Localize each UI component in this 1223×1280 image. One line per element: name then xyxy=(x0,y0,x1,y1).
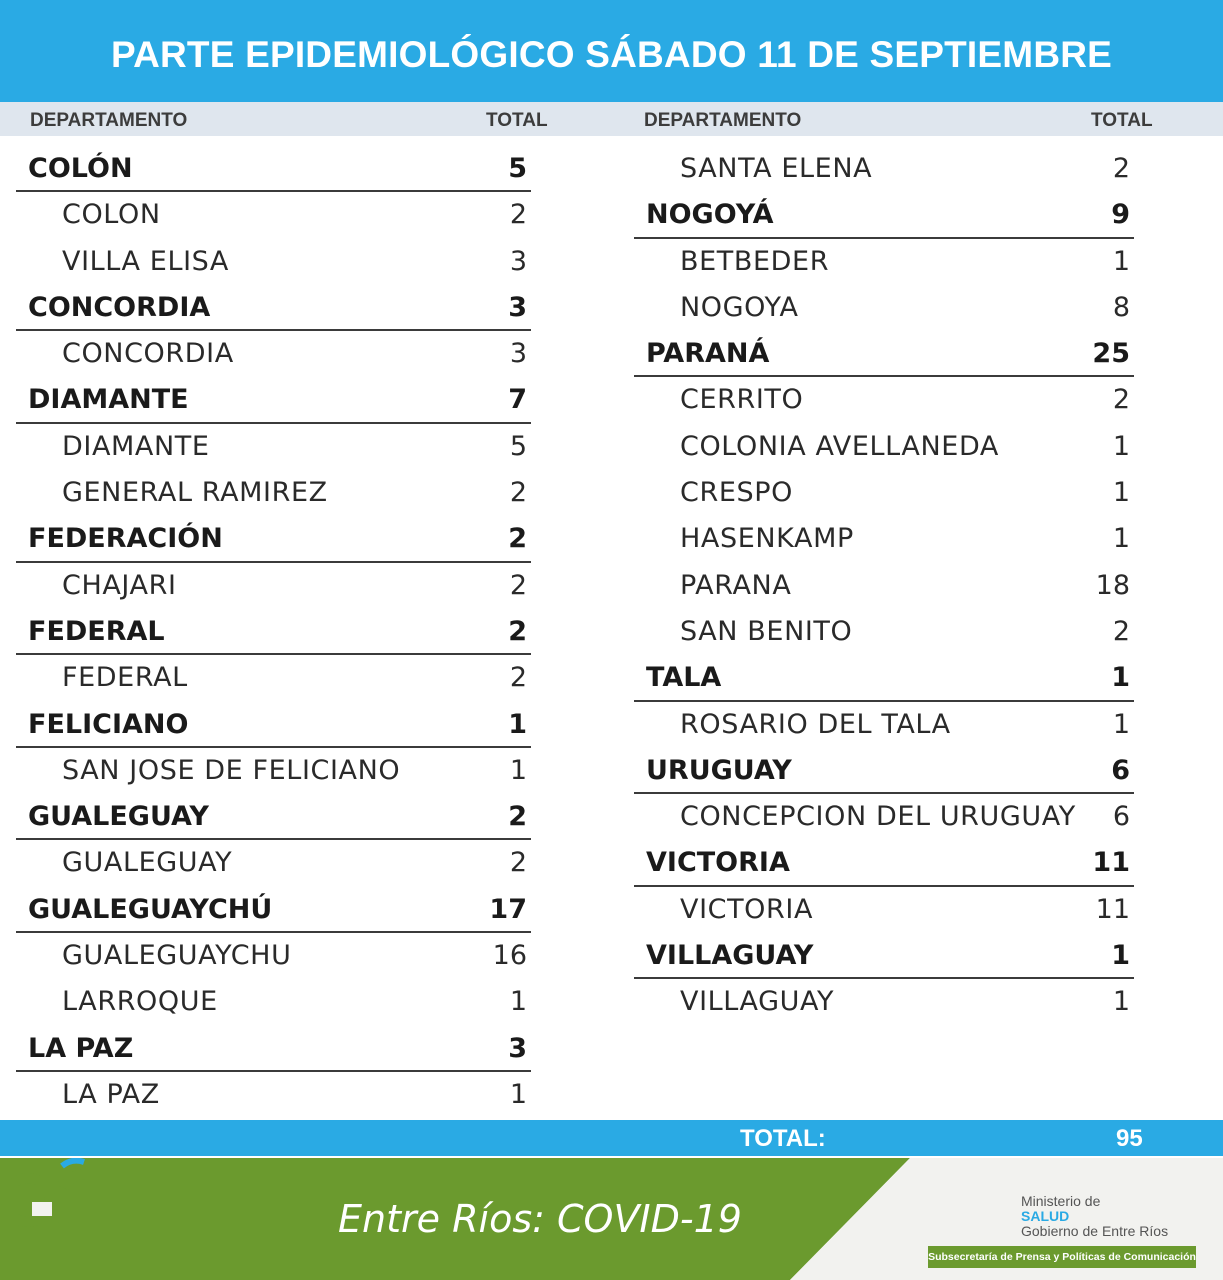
department-name: GUALEGUAY xyxy=(28,801,209,833)
department-name: FELICIANO xyxy=(28,708,189,740)
department-row xyxy=(16,794,531,840)
locality-total: 2 xyxy=(509,569,527,601)
locality-name: HASENKAMP xyxy=(680,523,854,555)
locality-total: 11 xyxy=(1095,893,1130,925)
right-column-table xyxy=(634,146,1134,1026)
locality-row xyxy=(16,840,531,886)
department-total: 25 xyxy=(1092,338,1130,370)
locality-name: NOGOYA xyxy=(680,291,799,323)
locality-name: CERRITO xyxy=(680,384,804,416)
locality-row xyxy=(634,979,1134,1025)
locality-total: 1 xyxy=(509,986,527,1018)
locality-total: 2 xyxy=(509,199,527,231)
department-total: 3 xyxy=(508,1032,527,1064)
ministry-line1: Ministerio de xyxy=(1021,1193,1101,1209)
department-name: VILLAGUAY xyxy=(646,940,814,972)
locality-total: 2 xyxy=(1112,153,1130,184)
locality-name: VILLA ELISA xyxy=(62,245,229,277)
total-value: 95 xyxy=(1116,1125,1143,1152)
header-total-right: TOTAL xyxy=(1091,110,1153,131)
locality-name: BETBEDER xyxy=(680,245,830,277)
locality-total: 1 xyxy=(1112,245,1130,277)
department-total: 5 xyxy=(508,153,527,184)
ministry-line2: SALUD xyxy=(1021,1208,1070,1224)
locality-total: 3 xyxy=(509,245,527,277)
locality-total: 2 xyxy=(1112,615,1130,647)
department-name: VICTORIA xyxy=(646,847,790,879)
department-total: 2 xyxy=(508,523,527,555)
locality-total: 2 xyxy=(1112,384,1130,416)
locality-name: GUALEGUAYCHU xyxy=(62,940,292,972)
department-name: CONCORDIA xyxy=(28,291,211,323)
left-column-table xyxy=(16,146,531,1118)
locality-row xyxy=(634,424,1134,470)
locality-total: 16 xyxy=(492,940,527,972)
department-name: COLÓN xyxy=(28,153,133,184)
ministry-label xyxy=(1021,1194,1168,1239)
locality-row xyxy=(634,609,1134,655)
locality-name: GENERAL RAMIREZ xyxy=(62,477,328,509)
department-total: 6 xyxy=(1111,754,1130,786)
header-departamento-left: DEPARTAMENTO xyxy=(30,110,188,131)
locality-row xyxy=(16,655,531,701)
locality-name: COLONIA AVELLANEDA xyxy=(680,430,999,462)
locality-total: 1 xyxy=(1112,986,1130,1018)
locality-row xyxy=(16,979,531,1025)
department-row xyxy=(634,655,1134,701)
locality-row xyxy=(16,933,531,979)
locality-name: CRESPO xyxy=(680,477,793,509)
department-total: 2 xyxy=(508,801,527,833)
department-name: PARANÁ xyxy=(646,338,770,370)
locality-total: 8 xyxy=(1112,291,1130,323)
department-row xyxy=(16,377,531,423)
locality-total: 2 xyxy=(509,847,527,879)
locality-row xyxy=(634,285,1134,331)
locality-total: 1 xyxy=(1112,523,1130,555)
department-total: 2 xyxy=(508,615,527,647)
department-name: NOGOYÁ xyxy=(646,199,774,231)
department-total: 9 xyxy=(1111,199,1130,231)
locality-row xyxy=(16,424,531,470)
locality-total: 1 xyxy=(509,754,527,786)
locality-total: 5 xyxy=(509,430,527,462)
locality-name: LA PAZ xyxy=(62,1078,160,1110)
department-row xyxy=(634,748,1134,794)
department-name: FEDERAL xyxy=(28,615,165,647)
locality-row xyxy=(634,702,1134,748)
locality-name: VILLAGUAY xyxy=(680,986,835,1018)
department-name: FEDERACIÓN xyxy=(28,523,223,555)
footer-tagline: Entre Ríos: COVID-19 xyxy=(338,1197,742,1241)
locality-row xyxy=(16,239,531,285)
department-total: 1 xyxy=(1111,662,1130,694)
locality-total: 3 xyxy=(509,338,527,370)
locality-total: 6 xyxy=(1112,801,1130,833)
department-row xyxy=(16,887,531,933)
locality-row xyxy=(634,146,1134,192)
header-departamento-right: DEPARTAMENTO xyxy=(644,110,802,131)
total-label: TOTAL: xyxy=(740,1125,826,1152)
page-title: PARTE EPIDEMIOLÓGICO SÁBADO 11 DE SEPTIEMBRE xyxy=(110,34,1113,75)
locality-name: CONCEPCION DEL URUGUAY xyxy=(680,801,1076,833)
locality-row xyxy=(16,470,531,516)
locality-total: 2 xyxy=(509,477,527,509)
department-total: 1 xyxy=(508,708,527,740)
locality-name: FEDERAL xyxy=(62,662,188,694)
department-name: TALA xyxy=(646,662,722,694)
locality-total: 2 xyxy=(509,662,527,694)
department-name: DIAMANTE xyxy=(28,384,189,416)
department-name: LA PAZ xyxy=(28,1032,134,1064)
department-row xyxy=(16,1026,531,1072)
column-header-bar xyxy=(0,102,1223,136)
department-total: 11 xyxy=(1092,847,1130,879)
locality-row xyxy=(634,887,1134,933)
header-total-left: TOTAL xyxy=(486,110,548,131)
department-total: 3 xyxy=(508,291,527,323)
locality-total: 1 xyxy=(509,1078,527,1110)
locality-total: 18 xyxy=(1095,569,1130,601)
locality-name: LARROQUE xyxy=(62,986,218,1018)
locality-name: VICTORIA xyxy=(680,893,814,925)
locality-total: 1 xyxy=(1112,477,1130,509)
locality-name: SAN JOSE DE FELICIANO xyxy=(62,754,401,786)
department-row xyxy=(16,609,531,655)
title-bar xyxy=(0,0,1223,102)
locality-row xyxy=(16,1072,531,1118)
department-total: 1 xyxy=(1111,940,1130,972)
locality-name: GUALEGUAY xyxy=(62,847,233,879)
locality-row xyxy=(634,239,1134,285)
locality-row xyxy=(634,563,1134,609)
subsecretaria-badge: Subsecretaría de Prensa y Políticas de Comunicación xyxy=(928,1246,1196,1268)
locality-name: CONCORDIA xyxy=(62,338,234,370)
footer xyxy=(0,1158,1223,1280)
locality-row xyxy=(634,516,1134,562)
department-name: GUALEGUAYCHÚ xyxy=(28,893,273,925)
department-name: URUGUAY xyxy=(646,754,792,786)
locality-name: PARANA xyxy=(680,569,792,601)
locality-total: 1 xyxy=(1112,430,1130,462)
locality-name: COLON xyxy=(62,199,161,231)
department-row xyxy=(16,516,531,562)
department-row xyxy=(634,192,1134,238)
locality-name: ROSARIO DEL TALA xyxy=(680,708,951,740)
locality-name: DIAMANTE xyxy=(62,430,210,462)
ministry-line3: Gobierno de Entre Ríos xyxy=(1021,1223,1169,1239)
department-total: 17 xyxy=(489,893,527,925)
department-total: 7 xyxy=(508,384,527,416)
locality-row xyxy=(634,794,1134,840)
locality-row xyxy=(634,470,1134,516)
department-row xyxy=(634,840,1134,886)
department-row xyxy=(16,702,531,748)
locality-name: SAN BENITO xyxy=(680,615,853,647)
locality-name: CHAJARI xyxy=(62,569,177,601)
total-bar xyxy=(0,1120,1223,1156)
department-row xyxy=(16,285,531,331)
locality-row xyxy=(16,331,531,377)
locality-name: SANTA ELENA xyxy=(680,153,873,184)
locality-row xyxy=(16,748,531,794)
department-row xyxy=(634,933,1134,979)
locality-row xyxy=(16,192,531,238)
department-row xyxy=(16,146,531,192)
locality-row xyxy=(16,563,531,609)
locality-row xyxy=(634,377,1134,423)
department-row xyxy=(634,331,1134,377)
er-logo-icon xyxy=(0,1158,92,1230)
locality-total: 1 xyxy=(1112,708,1130,740)
